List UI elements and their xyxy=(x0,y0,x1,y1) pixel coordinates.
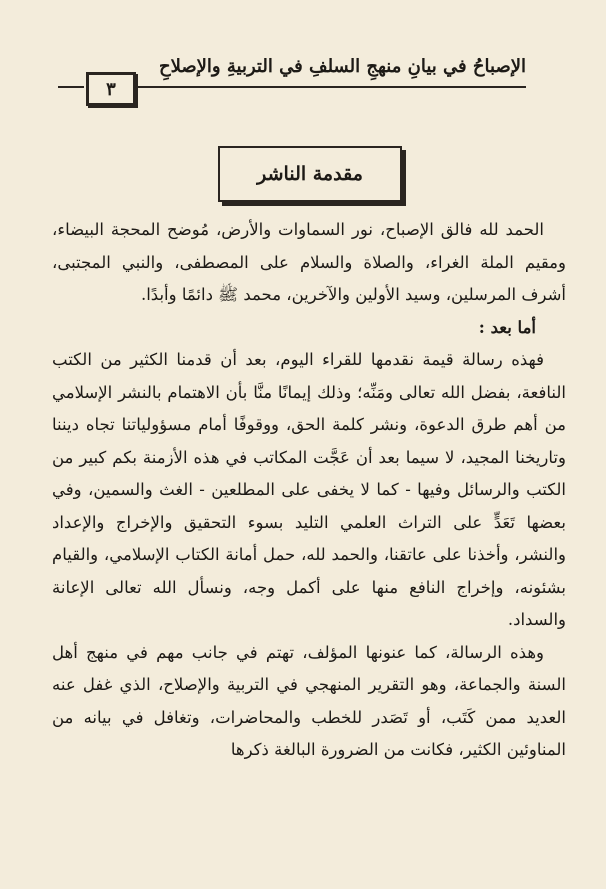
paragraph-main: فهذه رسالة قيمة نقدمها للقراء اليوم، بعد أن قدمنا الكثير من الكتب النافعة، بفضل الله تعالى ومَنِّه؛ وذلك إيمانًا منَّا بأن الاهتمام بالنشر الإسلامي من أهم طرق الدعوة، ونشر كلمة الحق، ووقوفًا أمام مسؤولياتنا تجاه ديننا وتاريخنا المجيد، لا سيما بعد أن عَجَّت المكاتب في هذه الأزمنة بكم كبير من الكتب والرسائل وفيها - كما لا يخفى على المطلعين - الغث والسمين، وفي بعضها تَعَدٍّ على التراث العلمي التليد بسوء التحقيق والإخراج والإعداد والنشر، وأخذنا على عاتقنا، والحمد لله، حمل أمانة الكتاب الإسلامي، والقيام بشئونه، وإخراج النافع منها على أكمل وجه، ونسأل الله تعالى الإعانة والسداد. xyxy=(52,350,566,629)
page-number-box xyxy=(86,72,136,106)
running-header xyxy=(58,56,566,100)
paragraph-opening: الحمد لله فالق الإصباح، نور السماوات والأرض، مُوضح المحجة البيضاء، ومقيم الملة الغراء، والصلاة والسلام على المصطفى، والنبي المجتبى، أشرف المرسلين، وسيد الأولين والآخرين، محمد ﷺ دائمًا وأبدًا. xyxy=(52,220,566,304)
header-rule xyxy=(138,86,526,88)
section-title: مقدمة الناشر xyxy=(257,163,363,185)
running-header-title: الإصباحُ في بيانِ منهجِ السلفِ في التربيةِ والإصلاحِ xyxy=(159,56,526,77)
body-text xyxy=(52,214,566,767)
page-number: ٣ xyxy=(106,78,116,100)
paragraph-subheading: أما بعد : xyxy=(478,317,536,337)
paragraph-continuation: وهذه الرسالة، كما عنونها المؤلف، تهتم في جانب مهم في منهج أهل السنة والجماعة، وهو التقرير المنهجي في التربية والإصلاح، الذي غفل عنه العديد ممن كَتَب، أو تَصَدر للخطب والمحاضرات، وتغافل في بيانه من المناوئين الكثير، فكانت من الضرورة البالغة ذكرها xyxy=(52,642,566,759)
section-title-box xyxy=(218,146,402,202)
header-rule-left xyxy=(58,86,84,88)
